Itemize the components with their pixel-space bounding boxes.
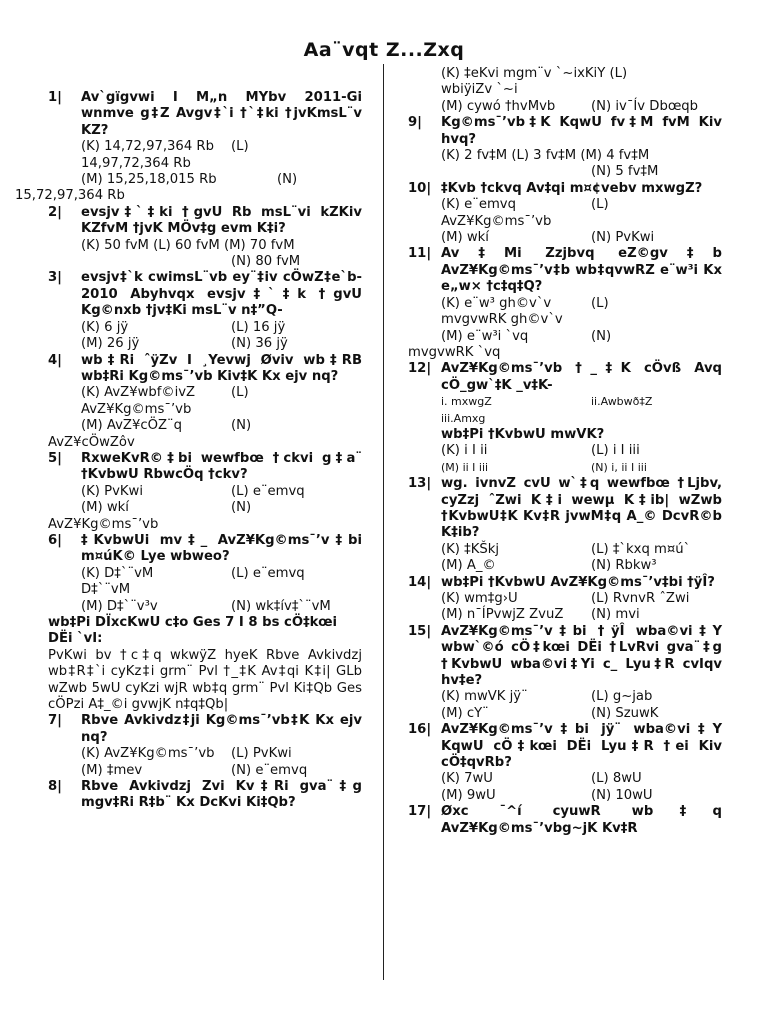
option-a: (K) PvKwi: [81, 483, 143, 499]
option-b-continued: mvgvwRK gh©v`v: [441, 312, 563, 328]
option-d: (N) 10wU: [591, 787, 653, 803]
option-c: (M) cY¨: [441, 705, 489, 721]
option-b-continued: 14,97,72,364 Rb: [81, 155, 191, 171]
option-a: (K) i I ii: [441, 443, 488, 459]
question-number: 8|: [48, 779, 62, 795]
question-8-options: [408, 66, 722, 115]
option-d: (N) i, ii I iii: [591, 460, 647, 474]
question-17: [408, 804, 722, 837]
option-d: (N) PvKwi: [591, 230, 655, 246]
question-11: [408, 246, 722, 361]
option-d-continued: AvZ¥cÖwZôv: [48, 434, 135, 450]
option-d-continued: mvgvwRK `vq: [408, 344, 501, 360]
question-2: [48, 205, 362, 271]
question-text: evsjv‡`k cwimsL¨vb ey¨‡iv cÖwZ‡e`b-2010 Abyhvqx evsjv‡`‡k †gvU Kg©nxb †jv‡Ki msL¨v n‡”Q-: [81, 270, 362, 319]
question-text: Øxc ¯^í cyuwR wb‡q AvZ¥Kg©ms¯’vbg~jK Kv‡R: [441, 804, 722, 836]
option-a: (K) 14,72,97,364 Rb: [81, 139, 214, 155]
question-number: 17|: [408, 804, 432, 820]
question-text: RxweKvR©‡bi wewfbœ †ckvi g‡a¨ †KvbwU RbwcÖq †ckv?: [81, 450, 362, 483]
option-c: (M) A_©: [441, 558, 496, 574]
option-d: (N) SzuwK: [591, 705, 659, 721]
question-16: [408, 722, 722, 804]
option-d: (N) wk‡ív‡`¨vM: [231, 598, 331, 614]
page-title: Aa¨vqt Z...Zxq: [303, 39, 465, 61]
option-b: (L) e¨emvq: [231, 565, 305, 581]
option-c: (M) ii I iii: [441, 460, 489, 474]
option-d-continued: AvZ¥Kg©ms¯’vb: [48, 516, 159, 532]
question-text: Av‡Mi Zzjbvq eZ©gv‡b AvZ¥Kg©ms¯’v‡b wb‡qvwRZ e¨w³i Kx e„w× †c‡q‡Q?: [441, 246, 722, 295]
question-text: Rbve Avkivdz‡ji Kg©ms¯’vb‡K Kx ejv nq?: [81, 713, 362, 745]
column-divider: [383, 64, 384, 980]
option-b: (L) e¨emvq: [231, 483, 305, 499]
question-number: 14|: [408, 574, 432, 590]
question-text: ‡Kvb †ckvq Av‡qi m¤¢vebv mxwgZ?: [441, 180, 703, 196]
question-number: 11|: [408, 246, 432, 262]
option-d: (N) 36 jÿ: [231, 336, 288, 352]
option-c: (M) AvZ¥cÖZ¨q: [81, 418, 182, 434]
option-b-continued: D‡`¨vM: [81, 582, 131, 598]
question-text: wb‡Pi †KvbwU AvZ¥Kg©ms¯’v‡bi †ÿÎ?: [441, 574, 715, 590]
option-a: (K) ‡eKvi mgm¨v `~ixKiY (L): [441, 66, 628, 81]
question-6: [48, 533, 362, 615]
option-d: (N): [591, 328, 612, 344]
option-a: (K) 7wU: [441, 771, 493, 787]
option-abc: (K) 2 fv‡M (L) 3 fv‡M (M) 4 fv‡M: [441, 148, 650, 164]
option-c: (M) wkí: [441, 230, 489, 246]
option-d: (N) Rbkw³: [591, 558, 657, 574]
option-c: (M) D‡`¨v³v: [81, 598, 158, 614]
option-d: (N): [231, 418, 252, 434]
option-a: (K) ‡KŠkj: [441, 541, 500, 557]
question-8: [48, 779, 362, 812]
option-a: (K) e¨emvq: [441, 197, 516, 213]
question-text: evsjv‡`‡ki †gvU Rb msL¨vi kZKiv KZfvM †jvK MÖv‡g evm K‡i?: [81, 204, 362, 237]
option-a: (K) AvZ¥wbf©ivZ: [81, 385, 196, 401]
option-c: (M) 9wU: [441, 787, 496, 803]
left-column: [15, 90, 362, 812]
option-b: (L) RvnvR ˆZwi: [591, 591, 690, 606]
option-b: (L) g~jab: [591, 689, 653, 705]
option-b: (L): [231, 139, 249, 155]
option-c: (M) ‡mev: [81, 762, 143, 778]
question-13: [408, 476, 722, 574]
question-text: AvZ¥Kg©ms¯’vb †_‡K cÖvß Avq cÖ_gw`‡K _v‡K-: [441, 361, 722, 393]
option-b: (L): [591, 295, 609, 311]
question-15: [408, 624, 722, 722]
option-c: (M) 15,25,18,015 Rb: [81, 172, 217, 188]
question-4: [48, 353, 362, 451]
question-10: [408, 181, 722, 247]
option-b-continued: AvZ¥Kg©ms¯’vb: [81, 401, 192, 417]
option-abc: (K) 50 fvM (L) 60 fvM (M) 70 fvM: [81, 237, 295, 253]
option-a: (K) wm‡g›U: [441, 591, 518, 606]
question-number: 3|: [48, 270, 62, 286]
stimulus-passage: PvKwi bv †c‡q wkwÿZ hyeK Rbve Avkivdzj wb‡R‡`i cyKz‡i grm¨ Pvl †_‡K Av‡qi K‡i| GLb wZwb 5wU cyKzi wjR wb‡q grm¨ Pvl Ki‡Qb Ges cÖPzi A‡_©i gvwjK n‡q‡Qb|: [48, 647, 362, 713]
question-number: 15|: [408, 623, 432, 639]
option-b: (L) 8wU: [591, 771, 642, 787]
option-c: (M) wkí: [81, 500, 129, 516]
statement-iii: iii.Amxg: [441, 411, 486, 425]
question-text: AvZ¥Kg©ms¯’v‡bi jÿ¨ wba©vi‡Y KqwU cÖ‡kœi DËi Lyu‡R †ei Kiv cÖ‡qvRb?: [441, 722, 722, 771]
question-1: [15, 90, 362, 205]
option-a: (K) D‡`¨vM: [81, 565, 154, 581]
option-d: (N): [277, 172, 298, 188]
question-number: 10|: [408, 180, 432, 196]
right-column: [408, 66, 722, 837]
question-text: Rbve Avkivdzj Zvi Kv‡Ri gva¨‡g mgv‡Ri R‡b¨ Kx DcKvi Ki‡Qb?: [81, 779, 362, 811]
option-a: (K) AvZ¥Kg©ms¯’vb: [81, 746, 215, 762]
option-d: (N) iv¯Ív Dbœqb: [591, 98, 699, 114]
option-b: (L) PvKwi: [231, 746, 292, 762]
question-number: 2|: [48, 204, 62, 220]
option-b: (L) 16 jÿ: [231, 319, 286, 335]
option-d: (N) 80 fvM: [231, 254, 301, 270]
option-b: (L) i I iii: [591, 443, 640, 459]
question-12: [408, 361, 722, 476]
option-d: (N): [231, 500, 252, 516]
option-c: (M) cywó †hvMvb: [441, 98, 556, 114]
question-number: 1|: [48, 90, 62, 105]
question-text: wg. ivnvZ cvU w`‡q wewfbœ †Ljbv, cyZzj ˆZwi K‡i wewµ K‡ib| wZwb †KvbwU‡K Kv‡R jvwM‡q A_© DcvR©b K‡ib?: [441, 476, 722, 541]
question-text: AvZ¥Kg©ms¯’v‡bi †ÿÎ wba©vi‡Y wbw`©ó cÖ‡kœi DËi †LvRvi gva¨‡g †KvbwU wba©vi‡Yi c_ Lyu‡R cvIqv hv‡e?: [441, 623, 722, 689]
question-3: [48, 270, 362, 352]
question-14: [408, 575, 722, 624]
option-d: (N) mvi: [591, 607, 640, 623]
option-a: (K) 6 jÿ: [81, 319, 129, 335]
option-b: wbiÿiZv `~i: [441, 82, 518, 98]
option-b-continued: AvZ¥Kg©ms¯’vb: [441, 213, 552, 229]
question-7: [48, 713, 362, 779]
option-b: (L): [231, 385, 249, 401]
question-9: [408, 115, 722, 181]
option-d-continued: 15,72,97,364 Rb: [15, 188, 125, 204]
statement-ii: ii.Awbwð‡Z: [591, 395, 653, 409]
question-text: Kg©ms¯’vb‡K KqwU fv‡M fvM Kiv hvq?: [441, 115, 722, 147]
statement-i: i. mxwgZ: [441, 395, 492, 409]
option-d: (N) e¨emvq: [231, 762, 308, 778]
question-number: 7|: [48, 713, 62, 729]
option-c: (M) n¯ÍPvwjZ ZvuZ: [441, 607, 564, 623]
option-c: (M) e¨w³i `vq: [441, 328, 529, 344]
question-text: Av`gïgvwi I M„n MYbv 2011-Gi wnmve g‡Z Avgv‡`i †`‡ki †jvKmsL¨v KZ?: [81, 90, 362, 138]
question-prompt: wb‡Pi †KvbwU mwVK?: [441, 426, 605, 442]
option-b: (L): [591, 197, 609, 213]
question-text: ‡KvbwUi mv‡_ AvZ¥Kg©ms¯’v‡bi m¤úK© Lye wbweo?: [81, 532, 362, 565]
stimulus-intro: wb‡Pi DÏxcKwU c‡o Ges 7 I 8 bs cÖ‡kœi DËi `vI:: [48, 615, 338, 647]
option-c: (M) 26 jÿ: [81, 336, 140, 352]
question-number: 9|: [408, 115, 422, 131]
question-number: 4|: [48, 352, 62, 368]
question-number: 12|: [408, 361, 432, 377]
question-number: 16|: [408, 722, 432, 738]
option-a: (K) e¨w³ gh©v`v: [441, 295, 552, 311]
question-text: wb‡Ri ˆÿZv I ¸Yevwj Øviv wb‡RB wb‡Ri Kg©ms¯’vb Kiv‡K Kx ejv nq?: [81, 352, 362, 384]
question-number: 6|: [48, 532, 62, 548]
option-b: (L) ‡`kxq m¤ú`: [591, 541, 691, 557]
question-5: [48, 451, 362, 533]
question-number: 13|: [408, 476, 432, 492]
option-a: (K) mwVK jÿ¨: [441, 689, 528, 705]
option-d: (N) 5 fv‡M: [591, 164, 659, 180]
question-number: 5|: [48, 450, 62, 466]
